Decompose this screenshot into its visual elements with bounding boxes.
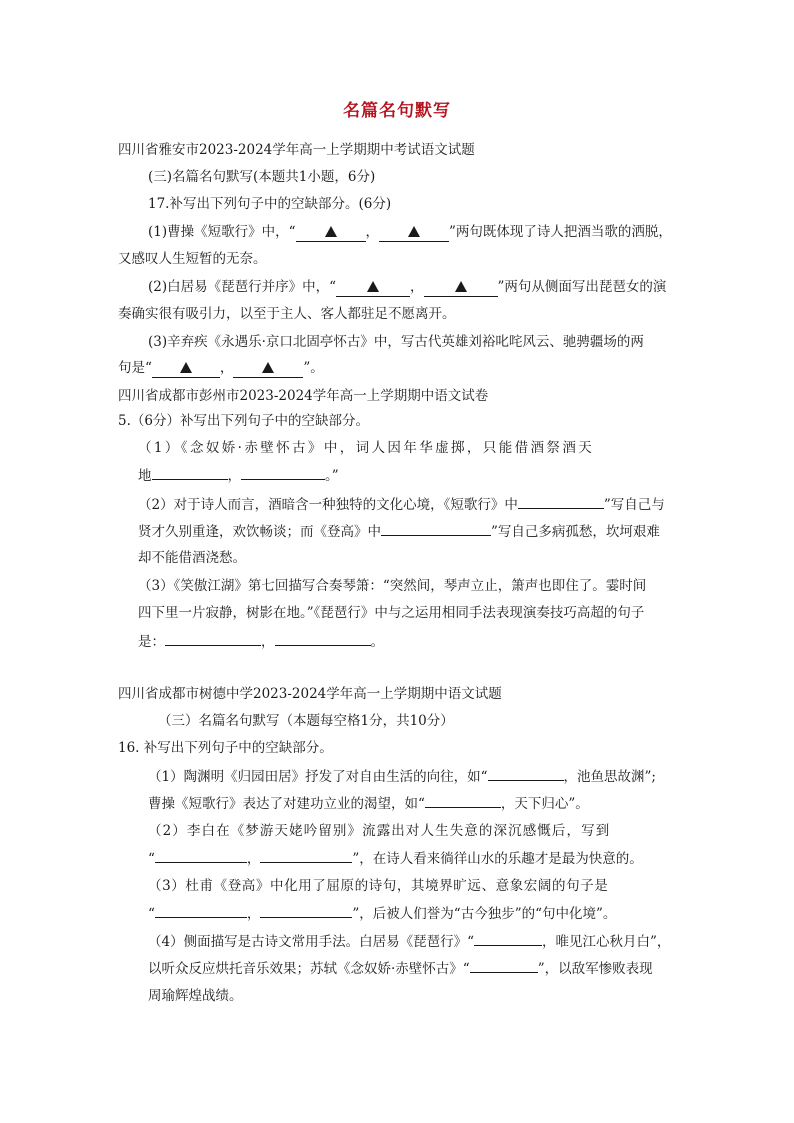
answer-blank[interactable] [381, 521, 491, 536]
page-title: 名篇名句默写 [343, 101, 451, 121]
question-item: （4）侧面描写是古诗文常用手法。白居易《琵琶行》“ ，唯见江心秋月白”， [148, 931, 670, 952]
answer-blank[interactable] [424, 279, 498, 297]
question-item: （2）对于诗人而言，酒暗含一种独特的文化心境，《短歌行》中 ”写自己与 [138, 494, 665, 515]
answer-blank[interactable] [518, 494, 604, 509]
question-continuation: 句是“ ， ”。 [118, 360, 324, 376]
question-continuation: 贤才久别重逢，欢饮畅谈；而《登高》中 ”写自己多病孤愁，坎坷艰难 [138, 521, 660, 542]
answer-blank[interactable] [165, 631, 261, 646]
source-pengzhou: 四川省成都市彭州市2023-2024学年高一上学期期中语文试卷 [118, 388, 489, 404]
triangle-icon [455, 281, 467, 292]
answer-blank[interactable] [470, 958, 538, 973]
triangle-icon [408, 226, 420, 237]
triangle-icon [367, 281, 379, 292]
question-continuation: “ ， ”，后被人们誉为“古今独步”的“句中化境”。 [148, 903, 616, 924]
question-continuation: 奏确实很有吸引力，以至于主人、客人都驻足不愿离开。 [118, 306, 456, 322]
question-continuation: 以听众反应烘托音乐效果；苏轼《念奴娇·赤壁怀古》“ ”，以敌军惨败表现 [148, 958, 653, 979]
question-continuation: “ ， ”，在诗人看来徜徉山水的乐趣才是最为快意的。 [148, 848, 643, 869]
question-item: (3)辛弃疾《永遇乐·京口北固亭怀古》中，写古代英雄刘裕叱咤风云、驰骋疆场的两 [148, 334, 644, 350]
answer-blank[interactable] [155, 848, 247, 863]
answer-blank[interactable] [241, 465, 325, 480]
question-item: （3）杜甫《登高》中化用了屈原的诗句，其境界旷远、意象宏阔的句子是 [148, 878, 609, 894]
answer-blank[interactable] [152, 360, 220, 378]
question-item: （2）李白在《梦游天姥吟留别》流露出对人生失意的深沉感慨后，写到 [148, 823, 611, 839]
triangle-icon [180, 362, 192, 373]
question-item: (2)白居易《琵琶行并序》中，“ ， ”两句从侧面写出琵琶女的演 [148, 279, 667, 295]
question-continuation: 四下里一片寂静，树影在地。”《琵琶行》中与之运用相同手法表现演奏技巧高超的句子 [138, 605, 645, 621]
question-stem: 16. 补写出下列句子中的空缺部分。 [118, 740, 333, 756]
answer-blank[interactable] [336, 279, 410, 297]
question-continuation: 周瑜辉煌战绩。 [148, 988, 243, 1004]
source-shude: 四川省成都市树德中学2023-2024学年高一上学期期中语文试题 [118, 686, 502, 702]
answer-blank[interactable] [379, 224, 449, 242]
answer-blank[interactable] [296, 224, 366, 242]
answer-blank[interactable] [425, 793, 501, 808]
answer-blank[interactable] [233, 360, 303, 378]
section-heading: （三）名篇名句默写（本题每空格1分，共10分） [158, 713, 454, 729]
question-item: （1）《念奴娇·赤壁怀古》中，词人因年华虚掷，只能借酒祭酒天 [138, 440, 595, 456]
question-continuation: 却不能借酒浇愁。 [138, 550, 246, 566]
answer-blank[interactable] [260, 848, 352, 863]
question-continuation: 是： ， 。 [138, 631, 384, 652]
question-item: （1）陶渊明《归园田居》抒发了对自由生活的向往，如“ ，池鱼思故渊”; [148, 766, 656, 787]
question-continuation: 地 ， 。” [138, 465, 339, 486]
triangle-icon [262, 362, 274, 373]
section-heading: (三)名篇名句默写(本题共1小题，6分) [148, 169, 376, 185]
question-stem: 17.补写出下列句子中的空缺部分。(6分) [148, 196, 392, 212]
question-stem: 5.（6分）补写出下列句子中的空缺部分。 [118, 413, 369, 429]
answer-blank[interactable] [155, 903, 247, 918]
question-item: (1)曹操《短歌行》中，“ ， ”两句既体现了诗人把酒当歌的洒脱， [148, 224, 672, 240]
answer-blank[interactable] [474, 931, 542, 946]
question-continuation: 曹操《短歌行》表达了对建功立业的渴望，如“ ，天下归心”。 [148, 793, 589, 814]
answer-blank[interactable] [260, 903, 352, 918]
answer-blank[interactable] [488, 766, 564, 781]
triangle-icon [325, 226, 337, 237]
answer-blank[interactable] [152, 465, 228, 480]
question-item: （3）《笑傲江湖》第七回描写合奏琴箫：“突然间，琴声立止，箫声也即住了。霎时间 [138, 578, 647, 594]
source-yaan: 四川省雅安市2023-2024学年高一上学期期中考试语文试题 [118, 142, 475, 158]
question-continuation: 又感叹人生短暂的无奈。 [118, 251, 267, 267]
answer-blank[interactable] [275, 631, 371, 646]
